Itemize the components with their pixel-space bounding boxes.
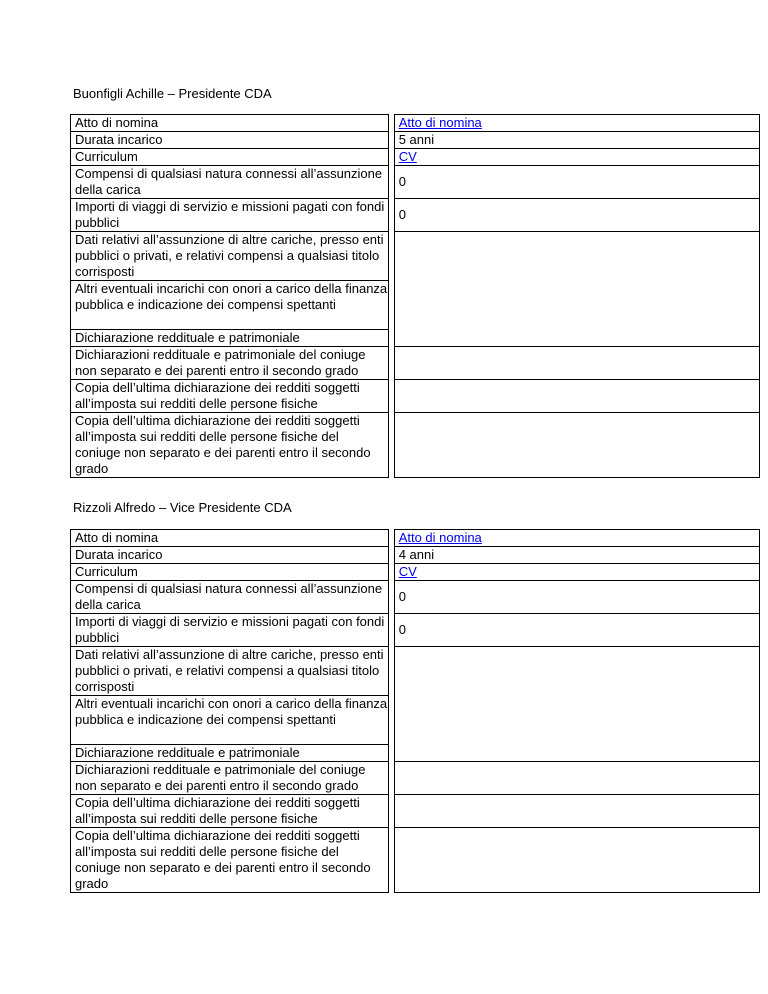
- row-label: Curriculum: [71, 564, 389, 581]
- table-row: [71, 530, 760, 547]
- row-value: 0: [394, 199, 759, 232]
- row-label: Importi di viaggi di servizio e missioni pagati con fondi pubblici: [71, 199, 389, 232]
- row-label: Dichiarazione reddituale e patrimoniale: [71, 745, 389, 762]
- row-label: Compensi di qualsiasi natura connessi all’assunzione della carica: [71, 166, 389, 199]
- table-row: [71, 547, 760, 564]
- row-label: Dati relativi all’assunzione di altre cariche, presso enti pubblici o privati, e relativi compensi a qualsiasi titolo corrisposti: [71, 232, 389, 281]
- row-value: [394, 762, 759, 795]
- row-label: Compensi di qualsiasi natura connessi all’assunzione della carica: [71, 581, 389, 614]
- row-value: [394, 795, 759, 828]
- row-label: Copia dell’ultima dichiarazione dei redditi soggetti all’imposta sui redditi delle persone fisiche del coniuge non separato e dei parenti entro il secondo grado: [71, 828, 389, 893]
- row-label: Durata incarico: [71, 132, 389, 149]
- row-label: Atto di nomina: [71, 530, 389, 547]
- table-row: [71, 762, 760, 795]
- row-value: [394, 115, 759, 132]
- row-value: [394, 530, 759, 547]
- table-row: [71, 166, 760, 199]
- row-value: [394, 564, 759, 581]
- table-row: [71, 647, 760, 696]
- cv-link[interactable]: CV: [398, 149, 417, 164]
- table-row: [71, 828, 760, 893]
- row-value: [394, 380, 759, 413]
- table-row: [71, 581, 760, 614]
- table-row: [71, 232, 760, 281]
- row-value: 0: [394, 581, 759, 614]
- table-row: [71, 347, 760, 380]
- row-value: 4 anni: [394, 547, 759, 564]
- table-row: [71, 380, 760, 413]
- row-label: Copia dell’ultima dichiarazione dei redditi soggetti all’imposta sui redditi delle persone fisiche del coniuge non separato e dei parenti entro il secondo grado: [71, 413, 389, 478]
- section-heading: Rizzoli Alfredo – Vice Presidente CDA: [73, 500, 292, 515]
- row-value: [394, 413, 759, 478]
- row-value: [394, 828, 759, 893]
- atto-di-nomina-link[interactable]: Atto di nomina: [398, 530, 482, 545]
- row-label: Dichiarazioni reddituale e patrimoniale del coniuge non separato e dei parenti entro il secondo grado: [71, 762, 389, 795]
- table-row: [71, 115, 760, 132]
- table-row: [71, 149, 760, 166]
- row-label: Dichiarazione reddituale e patrimoniale: [71, 330, 389, 347]
- row-label: Atto di nomina: [71, 115, 389, 132]
- atto-di-nomina-link[interactable]: Atto di nomina: [398, 115, 482, 130]
- row-label: Altri eventuali incarichi con onori a carico della finanza pubblica e indicazione dei compensi spettanti: [71, 696, 389, 745]
- table-row: [71, 795, 760, 828]
- table-row: [71, 413, 760, 478]
- row-value: 0: [394, 614, 759, 647]
- table-row: [71, 199, 760, 232]
- row-label: Altri eventuali incarichi con onori a carico della finanza pubblica e indicazione dei compensi spettanti: [71, 281, 389, 330]
- table-row: [71, 614, 760, 647]
- info-table: [70, 114, 760, 478]
- row-value: [394, 347, 759, 380]
- row-label: Dichiarazioni reddituale e patrimoniale del coniuge non separato e dei parenti entro il secondo grado: [71, 347, 389, 380]
- table-row: [71, 564, 760, 581]
- section-heading: Buonfigli Achille – Presidente CDA: [73, 86, 272, 101]
- row-label: Copia dell’ultima dichiarazione dei redditi soggetti all’imposta sui redditi delle persone fisiche: [71, 795, 389, 828]
- row-label: Dati relativi all’assunzione di altre cariche, presso enti pubblici o privati, e relativi compensi a qualsiasi titolo corrisposti: [71, 647, 389, 696]
- row-value: [394, 647, 759, 762]
- row-value: 0: [394, 166, 759, 199]
- row-label: Durata incarico: [71, 547, 389, 564]
- row-value: 5 anni: [394, 132, 759, 149]
- row-label: Importi di viaggi di servizio e missioni pagati con fondi pubblici: [71, 614, 389, 647]
- row-value: [394, 149, 759, 166]
- row-label: Curriculum: [71, 149, 389, 166]
- info-table: [70, 529, 760, 893]
- row-value: [394, 232, 759, 347]
- table-row: [71, 132, 760, 149]
- row-label: Copia dell’ultima dichiarazione dei redditi soggetti all’imposta sui redditi delle persone fisiche: [71, 380, 389, 413]
- cv-link[interactable]: CV: [398, 564, 417, 579]
